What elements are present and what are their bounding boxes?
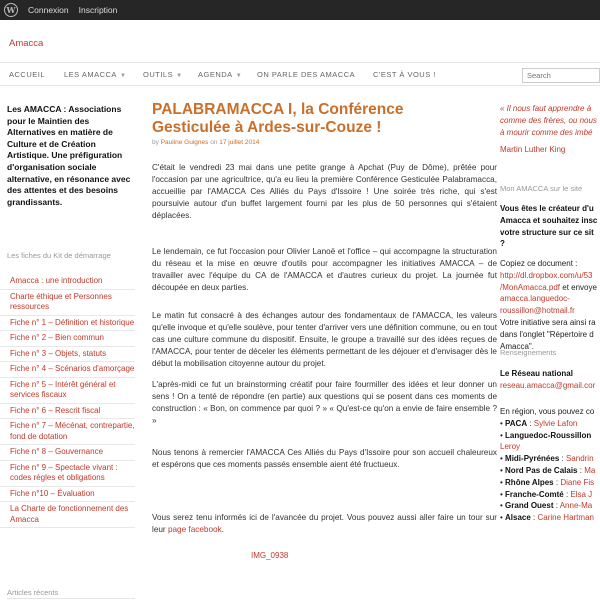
- nav-label: OUTILS: [143, 70, 174, 79]
- fiche-link[interactable]: Fiche n° 2 – Bien commun: [10, 333, 104, 342]
- link-line: /MonAmacca.pdf: [500, 282, 561, 292]
- chevron-down-icon: ▼: [235, 73, 243, 79]
- recent-posts-title: Articles récents: [7, 588, 59, 597]
- list-item[interactable]: [0, 487, 135, 503]
- list-item[interactable]: [0, 404, 135, 420]
- nav-label: AGENDA: [198, 70, 233, 79]
- quote-widget: [500, 103, 600, 139]
- list-item[interactable]: [0, 445, 135, 461]
- visible-line: Votre initiative sera ainsi ra: [500, 317, 596, 327]
- fiche-link[interactable]: Charte éthique et Personnes ressources: [10, 291, 112, 311]
- chevron-down-icon: ▼: [119, 73, 127, 79]
- paragraph-text: Vous serez tenu informés ici de l'avancée du projet. Vous pouvez aussi aller faire un tour sur leur: [152, 513, 497, 535]
- fiche-link[interactable]: Fiche n° 1 – Définition et historique: [10, 317, 135, 327]
- list-item[interactable]: [0, 274, 135, 290]
- list-item[interactable]: [0, 347, 135, 363]
- region-contact-link[interactable]: Sylvie Lafon: [533, 418, 578, 428]
- nav-item-accueil[interactable]: [9, 70, 45, 79]
- byline-on: on: [210, 139, 218, 146]
- nav-label: C'EST À VOUS !: [373, 70, 436, 79]
- login-link[interactable]: Connexion: [28, 5, 69, 15]
- download-label: Copiez ce document :: [500, 259, 578, 268]
- region-name: Franche-Comté: [505, 489, 564, 499]
- nav-label: LES AMACCA: [64, 70, 117, 79]
- send-text: et envoye: [560, 282, 597, 292]
- article-title[interactable]: PALABRAMACCA I, la Conférence Gesticulée à Ardes-sur-Couze !: [152, 101, 404, 136]
- visible-line: dans l'onglet "Répertoire d: [500, 329, 594, 339]
- date-link[interactable]: 17 juillet 2014: [219, 139, 260, 146]
- site-title[interactable]: Amacca: [9, 38, 44, 49]
- chevron-down-icon: ▼: [176, 73, 183, 79]
- article-paragraph: Le lendemain, ce fut l'occasion pour Olivier Lanoë et l'office – qui accompagne la structuration du réseau et la mise en œuvre d'outils pour accompagner les initiatives AMACCA – de travailler avec l'équipe du CA de l'AMACCA et d'autres curieux du projet. La journée fut découpée en deux parties.: [152, 247, 497, 293]
- fiche-link[interactable]: La Charte de fonctionnement des Amacca: [10, 504, 129, 524]
- article-paragraph: C'était le vendredi 23 mai dans une petite grange à Apchat (Puy de Dôme), prêtée pour l'occasion par une agricultrice, qu'a eu lieu la première Conférence Gesticulée Palabramacca, accueillie par l'AMACCA Ces Alliés du Pays d'Issoire ! Une soirée très riche, qui s'est poursuivie autour d'un buffet largement fourni par les plus de 50 personnes qui s'étaient déplacées.: [152, 163, 497, 221]
- fiche-link[interactable]: Fiche n° 8 – Gouvernance: [10, 447, 104, 456]
- list-item[interactable]: [0, 461, 135, 487]
- article-paragraph: Nous tenons à remercier l'AMACCA Ces Alliés du Pays d'Issoire pour son accueil chaleureux et espérons que ces moments passés ensemble aient été fructueux.: [152, 448, 497, 470]
- fiches-list: [0, 274, 135, 528]
- wordpress-logo-icon[interactable]: W: [4, 3, 18, 17]
- region-contact-link[interactable]: Carine Hartman: [537, 513, 594, 523]
- creator-line: ?: [500, 239, 505, 249]
- link-line: roussillon@hotmail.fr: [500, 306, 575, 316]
- fiche-link[interactable]: Fiche n°10 – Évaluation: [10, 488, 95, 498]
- network-label: Le Réseau national: [500, 369, 573, 378]
- region-contact-link[interactable]: Leroy: [500, 442, 521, 452]
- nav-item-les-amacca[interactable]: [64, 70, 126, 79]
- creator-line: Amacca et souhaitez insc: [500, 215, 598, 225]
- network-text: [500, 368, 600, 392]
- article-paragraph: L'après-midi ce fut un brainstorming créatif pour faire fourmiller des idées et leur donner un sens ! On a tenté de répondre (en partie) aux questions qui se posent dans ces moments de construction : « Bon, on commence par quoi ? » « Qu'est-ce qu'on a envie de faire ensemble ? »: [152, 380, 497, 426]
- quote-author: Martin Luther King: [500, 145, 566, 154]
- region-contact-link[interactable]: Ma: [584, 465, 596, 475]
- region-name: PACA: [505, 418, 528, 428]
- nav-item-on-parle[interactable]: [257, 70, 355, 79]
- creator-line: votre structure sur ce sit: [500, 227, 594, 237]
- renseignements-widget-title: Renseignements: [500, 348, 557, 357]
- admin-bar: [0, 0, 600, 20]
- list-item[interactable]: [0, 316, 135, 332]
- creator-line: Vous êtes le créateur d'u: [500, 204, 594, 213]
- region-name: Grand Ouest: [505, 501, 554, 511]
- list-item[interactable]: [0, 290, 135, 316]
- email-link[interactable]: [500, 294, 575, 315]
- nav-label: ACCUEIL: [9, 70, 46, 79]
- region-contact-link[interactable]: Sandrin: [565, 454, 594, 464]
- region-name: Languedoc-Roussillon: [505, 430, 592, 440]
- fiche-link[interactable]: Fiche n° 5 – Intérêt général et services fiscaux: [10, 379, 116, 399]
- nav-item-agenda[interactable]: [198, 70, 242, 79]
- download-text: [500, 258, 600, 352]
- region-name: Nord Pas de Calais: [505, 465, 578, 475]
- nav-item-outils[interactable]: [143, 70, 183, 79]
- region-name: Alsace: [505, 513, 531, 523]
- association-description: Les AMACCA : Associations pour le Maintien des Alternatives en matière de Culture et de Création Artistique. Une préfiguration d'organisation sociale alternative, en résonance avec des attentes et des besoins grandissants.: [7, 104, 131, 207]
- region-intro: En région, vous pouvez co: [500, 407, 595, 416]
- list-item[interactable]: [0, 331, 135, 347]
- main-nav: [0, 62, 600, 86]
- visible-line: Amacca".: [500, 341, 534, 351]
- article-paragraph: Vous serez tenu informés ici de l'avancée du projet. Vous pouvez aussi aller faire un tour sur leur page facebook.: [152, 513, 497, 535]
- regions-text: En région, vous pouvez co • PACA : Sylvie Lafon • Languedoc-Roussillon Leroy • Midi-Pyrénées : Sandrin • Nord Pas de Calais : Ma • Rhône Alpes : Diane Fis • Franche-Comté : Elsa J • Grand Ouest : Anne-Ma • Alsace : Carine Hartman: [500, 407, 596, 523]
- byline-by: by: [152, 139, 159, 146]
- link-line: amacca.languedoc-: [500, 294, 570, 304]
- facebook-page-link[interactable]: page facebook: [167, 525, 222, 535]
- quote-line: « Il nous faut apprendre à: [500, 104, 592, 113]
- region-name: Midi-Pyrénées: [505, 454, 560, 464]
- image-caption-link[interactable]: IMG_0938: [251, 551, 289, 560]
- divider: [7, 598, 135, 599]
- region-name: Rhône Alpes: [505, 477, 554, 487]
- quote-line: comme des frères, ou nous: [500, 116, 597, 125]
- fiche-link[interactable]: Amacca : une introduction: [10, 276, 103, 285]
- fiche-link[interactable]: Fiche n° 9 – Spectacle vivant : codes règles et obligations: [10, 462, 118, 482]
- article-byline: [152, 139, 259, 146]
- fiche-link[interactable]: Fiche n° 6 – Rescrit fiscal: [10, 405, 101, 415]
- fiche-link[interactable]: Fiche n° 7 – Mécénat, contrepartie, fond de dotation: [10, 421, 135, 441]
- nav-label: ON PARLE DES AMACCA: [257, 70, 356, 79]
- region-contact-link[interactable]: Anne-Ma: [559, 501, 593, 511]
- list-item[interactable]: [0, 362, 135, 378]
- mon-amacca-widget-title: Mon AMACCA sur le site: [500, 184, 583, 193]
- list-item[interactable]: [0, 502, 135, 528]
- quote-line: à mourir comme des imbé: [500, 128, 593, 137]
- fiche-link[interactable]: Fiche n° 3 – Objets, statuts: [10, 348, 107, 358]
- article-paragraph: Le matin fut consacré à des échanges autour des fondamentaux de l'AMACCA, les valeurs qu'elle invoque et qu'elle soulève, pour tenter d'arriver vers une définition commune, ou en tout cas une culture commune du dispositif. Ensuite, le groupe a travaillé sur des idées reçues de l'AMACCA, pour tenter de déceler les éléments permettant de les déjouer et d'envisager dès le début la mobilisation citoyenne autour du projet.: [152, 311, 497, 369]
- search-input[interactable]: [522, 68, 600, 83]
- list-item[interactable]: [0, 378, 135, 404]
- region-contact-link[interactable]: Diane Fis: [560, 477, 595, 487]
- fiches-widget-title: Les fiches du Kit de démarrage: [7, 251, 111, 260]
- fiche-link[interactable]: Fiche n° 4 – Scénarios d'amorçage: [10, 364, 135, 373]
- register-link[interactable]: Inscription: [78, 5, 118, 15]
- author-link[interactable]: Pauline Guignes: [160, 139, 209, 146]
- nav-item-cest-a-vous[interactable]: [373, 70, 436, 79]
- link-line: http://dl.dropbox.com/u/53: [500, 270, 593, 280]
- list-item[interactable]: [0, 419, 135, 445]
- region-contact-link[interactable]: Elsa J: [570, 489, 593, 499]
- creator-text: [500, 203, 600, 250]
- network-email-link[interactable]: reseau.amacca@gmail.cor: [500, 380, 596, 390]
